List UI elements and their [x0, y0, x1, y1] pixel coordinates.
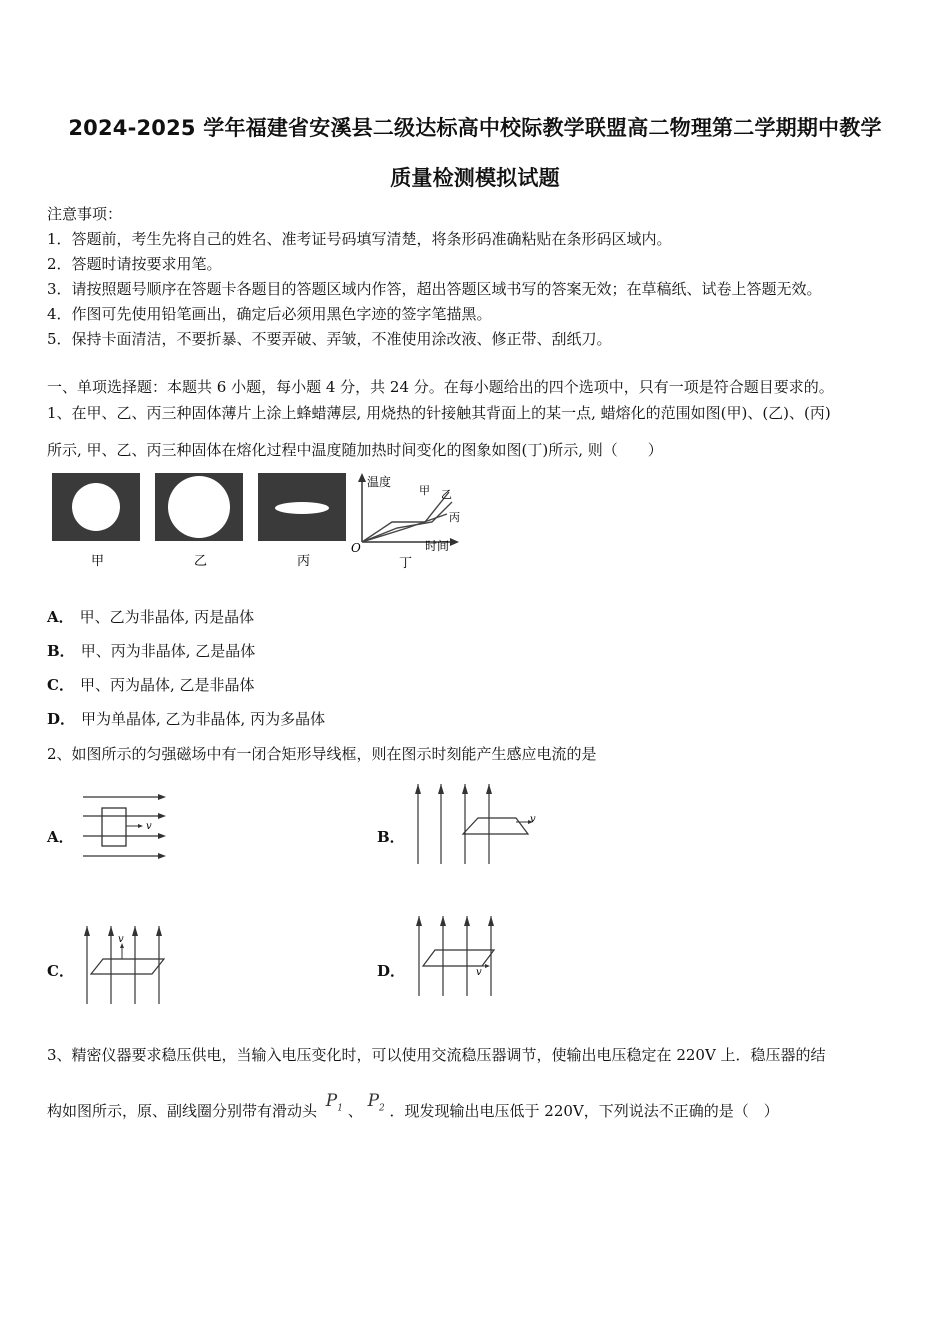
page-title-line1: 2024-2025 学年福建省安溪县二级达标高中校际教学联盟高二物理第二学期期中教学	[68, 116, 882, 140]
option-text: 甲、丙为晶体, 乙是非晶体	[79, 676, 255, 694]
velocity-label: v	[530, 814, 536, 825]
q1-option-c	[47, 674, 255, 695]
axis-y-label: 温度	[367, 475, 392, 489]
q1-option-d	[47, 708, 325, 729]
option-key: D．	[47, 710, 76, 728]
q1-stem-line1: 1、在甲、乙、丙三种固体薄片上涂上蜂蜡薄层, 用烧热的针接触其背面上的某一点, 蜡熔化的范围如图(甲)、(乙)、(丙)	[47, 404, 831, 422]
q2-option-b-label: B．	[377, 828, 405, 846]
option-key: C．	[47, 676, 74, 694]
option-text: 甲为单晶体, 乙为非晶体, 丙为多晶体	[81, 710, 326, 728]
q2-figure-a	[78, 790, 173, 870]
fig-label-ding: 丁	[399, 556, 413, 571]
notice-item: 2．答题时请按要求用笔。	[47, 255, 222, 273]
q2-option-c-label: C．	[47, 962, 74, 980]
notice-heading: 注意事项：	[47, 205, 123, 223]
notice-item: 3．请按照题号顺序在答题卡各题目的答题区域内作答，超出答题区域书写的答案无效；在草稿纸、试卷上答题无效。	[47, 280, 822, 298]
q2-figure-b	[408, 780, 543, 868]
fig-label-jia: 甲	[91, 554, 105, 569]
fig-label-bing: 丙	[297, 554, 311, 569]
curve-label-jia: 甲	[419, 484, 430, 497]
q1-option-a	[47, 606, 254, 627]
q1-option-b	[47, 640, 255, 661]
q2-option-d-label: D．	[377, 962, 406, 980]
coil-frame	[463, 818, 528, 834]
coil-frame	[423, 950, 494, 966]
velocity-label: v	[146, 821, 152, 832]
melt-ellipse-bing	[275, 502, 329, 514]
p1-subscript: 1	[337, 1103, 343, 1114]
coil-frame	[91, 959, 164, 974]
option-key: A．	[47, 608, 74, 626]
p2-symbol: $P_2$	[367, 1091, 385, 1114]
q2-figure-c	[78, 922, 168, 1007]
q3-text-a: 构如图所示，原、副线圈分别带有滑动头	[47, 1102, 318, 1120]
q3-separator: 、	[347, 1102, 363, 1120]
notice-item: 4．作图可先使用铅笔画出，确定后必须用黑色字迹的签字笔描黑。	[47, 305, 492, 323]
q3-text-b: ．现发现输出电压低于 220V，下列说法不正确的是（ ）	[389, 1102, 779, 1120]
coil-frame	[102, 808, 126, 846]
axis-x-label: 时间	[425, 539, 450, 553]
q3-stem-line2	[47, 1091, 779, 1123]
origin-label: O	[351, 541, 361, 555]
curve-label-yi: 乙	[441, 488, 452, 501]
axis-y-arrow	[358, 473, 366, 482]
q2-stem: 2、如图所示的匀强磁场中有一闭合矩形导线框，则在图示时刻能产生感应电流的是	[47, 745, 597, 763]
option-text: 甲、乙为非晶体, 丙是晶体	[79, 608, 255, 626]
melt-circle-jia	[72, 483, 120, 531]
page-title-line2: 质量检测模拟试题	[390, 166, 560, 190]
velocity-label: v	[118, 934, 124, 945]
curve-label-bing: 丙	[449, 511, 460, 524]
section-heading: 一、单项选择题：本题共 6 小题，每小题 4 分，共 24 分。在每小题给出的四个选项中，只有一项是符合题目要求的。	[47, 378, 834, 396]
notice-item: 1．答题前，考生先将自己的姓名、准考证号码填写清楚，将条形码准确粘贴在条形码区域内。	[47, 230, 672, 248]
axis-x-arrow	[450, 538, 459, 546]
q2-figure-d	[408, 912, 503, 1000]
q3-stem-line1: 3、精密仪器要求稳压供电，当输入电压变化时，可以使用交流稳压器调节，使输出电压稳定在 220V 上．稳压器的结	[47, 1046, 826, 1064]
p1-symbol: $P_1$	[325, 1091, 343, 1114]
q2-option-a-label: A．	[47, 828, 74, 846]
velocity-label: v	[476, 967, 482, 978]
melt-circle-yi	[168, 476, 230, 538]
fig-label-yi: 乙	[194, 554, 208, 569]
p2-subscript: 2	[379, 1103, 385, 1114]
q1-stem-line2: 所示, 甲、乙、丙三种固体在熔化过程中温度随加热时间变化的图象如图(丁)所示, 则（ ）	[47, 441, 663, 459]
notice-item: 5．保持卡面清洁，不要折暴、不要弄破、弄皱，不准使用涂改液、修正带、刮纸刀。	[47, 330, 612, 348]
curve-bing	[362, 514, 447, 542]
q1-figure	[47, 470, 472, 575]
curve-jia	[362, 492, 449, 542]
option-key: B．	[47, 642, 75, 660]
option-text: 甲、丙为非晶体, 乙是晶体	[80, 642, 256, 660]
